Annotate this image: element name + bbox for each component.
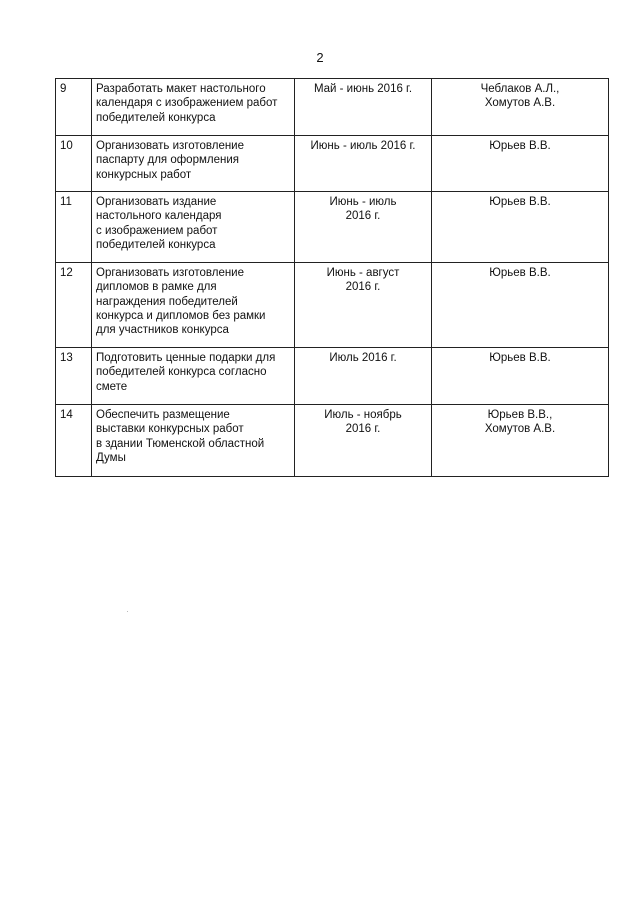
table-row xyxy=(56,405,609,477)
date-cell: Июнь - август 2016 г. xyxy=(295,263,432,348)
date-cell: Июль 2016 г. xyxy=(295,348,432,405)
table-row xyxy=(56,348,609,405)
page-number: 2 xyxy=(316,50,324,65)
responsible-cell: Юрьев В.В. xyxy=(432,348,609,405)
task-cell: Обеспечить размещение выставки конкурсных работ в здании Тюменской областной Думы xyxy=(92,405,295,477)
responsible-cell: Юрьев В.В., Хомутов А.В. xyxy=(432,405,609,477)
row-number: 12 xyxy=(56,263,92,348)
responsible-cell: Юрьев В.В. xyxy=(432,263,609,348)
task-cell: Разработать макет настольного календаря с изображением работ победителей конкурса xyxy=(92,79,295,136)
task-cell: Организовать издание настольного календаря с изображением работ победителей конкурса xyxy=(92,192,295,263)
table-row xyxy=(56,136,609,192)
date-cell: Июнь - июль 2016 г. xyxy=(295,136,432,192)
task-cell: Организовать изготовление дипломов в рамке для награждения победителей конкурса и дипломов без рамки для участников конкурса xyxy=(92,263,295,348)
date-cell: Июнь - июль 2016 г. xyxy=(295,192,432,263)
plan-table xyxy=(55,78,609,477)
row-number: 14 xyxy=(56,405,92,477)
responsible-cell: Юрьев В.В. xyxy=(432,136,609,192)
scan-speck xyxy=(127,611,128,612)
row-number: 11 xyxy=(56,192,92,263)
responsible-cell: Юрьев В.В. xyxy=(432,192,609,263)
date-cell: Июль - ноябрь 2016 г. xyxy=(295,405,432,477)
task-cell: Подготовить ценные подарки для победителей конкурса согласно смете xyxy=(92,348,295,405)
row-number: 9 xyxy=(56,79,92,136)
row-number: 13 xyxy=(56,348,92,405)
table-row xyxy=(56,263,609,348)
date-cell: Май - июнь 2016 г. xyxy=(295,79,432,136)
table-row xyxy=(56,192,609,263)
responsible-cell: Чеблаков А.Л., Хомутов А.В. xyxy=(432,79,609,136)
task-cell: Организовать изготовление паспарту для оформления конкурсных работ xyxy=(92,136,295,192)
row-number: 10 xyxy=(56,136,92,192)
table-row xyxy=(56,79,609,136)
